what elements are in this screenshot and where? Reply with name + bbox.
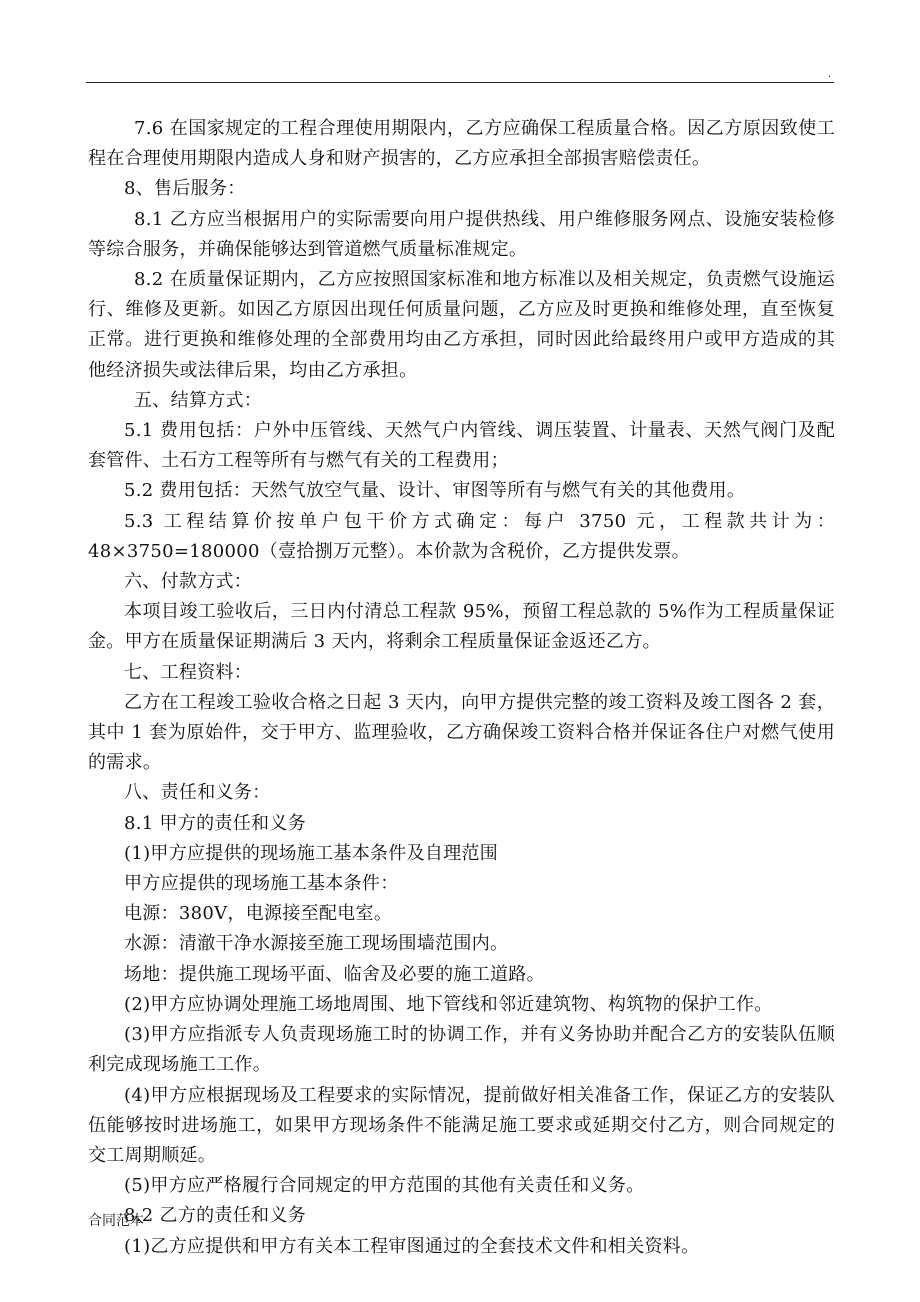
paragraph: 本项目竣工验收后，三日内付清总工程款 95%，预留工程总款的 5%作为工程质量保证金。甲方在质量保证期满后 3 天内，将剩余工程质量保证金返还乙方。 <box>88 601 835 653</box>
paragraph: (4)甲方应根据现场及工程要求的实际情况，提前做好相关准备工作，保证乙方的安装队伍能够按时进场施工，如果甲方现场条件不能满足施工要求或延期交付乙方，则合同规定的交工周期顺延。 <box>88 1084 835 1166</box>
paragraph: 八、责任和义务： <box>124 782 271 804</box>
paragraph: 5.3 工程结算价按单户包干价方式确定：每户 3750 元，工程款共计为：48×3750=180000（壹拾捌万元整）。本价款为含税价，乙方提供发票。 <box>88 510 835 562</box>
paragraph: 8.2 乙方的责任和义务 <box>124 1205 306 1227</box>
paragraph: 8.1 乙方应当根据用户的实际需要向用户提供热线、用户维修服务网点、设施安装检修等综合服务，并确保能够达到管道燃气质量标准规定。 <box>88 208 835 260</box>
paragraph: (1)甲方应提供的现场施工基本条件及自理范围 <box>124 842 499 864</box>
paragraph: 水源：清澈干净水源接至施工现场围墙范围内。 <box>124 933 509 955</box>
paragraph: (3)甲方应指派专人负责现场施工时的协调工作，并有义务协助并配合乙方的安装队伍顺利完成现场施工工作。 <box>88 1024 835 1076</box>
paragraph: 8.1 甲方的责任和义务 <box>124 812 306 834</box>
header-mark: . <box>828 66 831 80</box>
paragraph: 7.6 在国家规定的工程合理使用期限内，乙方应确保工程质量合格。因乙方原因致使工程在合理使用期限内造成人身和财产损害的，乙方应承担全部损害赔偿责任。 <box>88 118 835 170</box>
paragraph: 七、工程资料： <box>124 661 253 683</box>
paragraph: 场地：提供施工现场平面、临舍及必要的施工道路。 <box>124 963 545 985</box>
paragraph: (5)甲方应严格履行合同规定的甲方范围的其他有关责任和义务。 <box>124 1175 645 1197</box>
paragraph: 甲方应提供的现场施工基本条件： <box>124 873 399 895</box>
paragraph: 8、售后服务： <box>124 178 246 200</box>
paragraph: 六、付款方式： <box>124 571 253 593</box>
paragraph: 8.2 在质量保证期内，乙方应按照国家标准和地方标准以及相关规定，负责燃气设施运行、维修及更新。如因乙方原因出现任何质量问题，乙方应及时更换和维修处理，直至恢复正常。进行更换和维修处理的全部费用均由乙方承担，同时因此给最终用户或甲方造成的其他经济损失或法律后果，均由乙方承担。 <box>88 269 835 381</box>
paragraph: 乙方在工程竣工验收合格之日起 3 天内，向甲方提供完整的竣工资料及竣工图各 2 套，其中 1 套为原始件，交于甲方、监理验收，乙方确保竣工资料合格并保证各住户对燃气使用的需求。 <box>88 691 835 774</box>
paragraph: 五、结算方式： <box>134 389 263 411</box>
paragraph: (2)甲方应协调处理施工场地周围、地下管线和邻近建筑物、构筑物的保护工作。 <box>124 993 773 1015</box>
paragraph: 电源：380V，电源接至配电室。 <box>124 903 393 925</box>
header-rule <box>86 82 834 83</box>
paragraph: (1)乙方应提供和甲方有关本工程审图通过的全套技术文件和相关资料。 <box>124 1235 700 1257</box>
paragraph: 5.2 费用包括：天然气放空气量、设计、审图等所有与燃气有关的其他费用。 <box>124 480 746 502</box>
footer-label: 合同范本 <box>88 1214 144 1229</box>
document-body <box>88 114 835 1262</box>
paragraph: 5.1 费用包括：户外中压管线、天然气户内管线、调压装置、计量表、天然气阀门及配套管件、土石方工程等所有与燃气有关的工程费用； <box>88 420 835 472</box>
